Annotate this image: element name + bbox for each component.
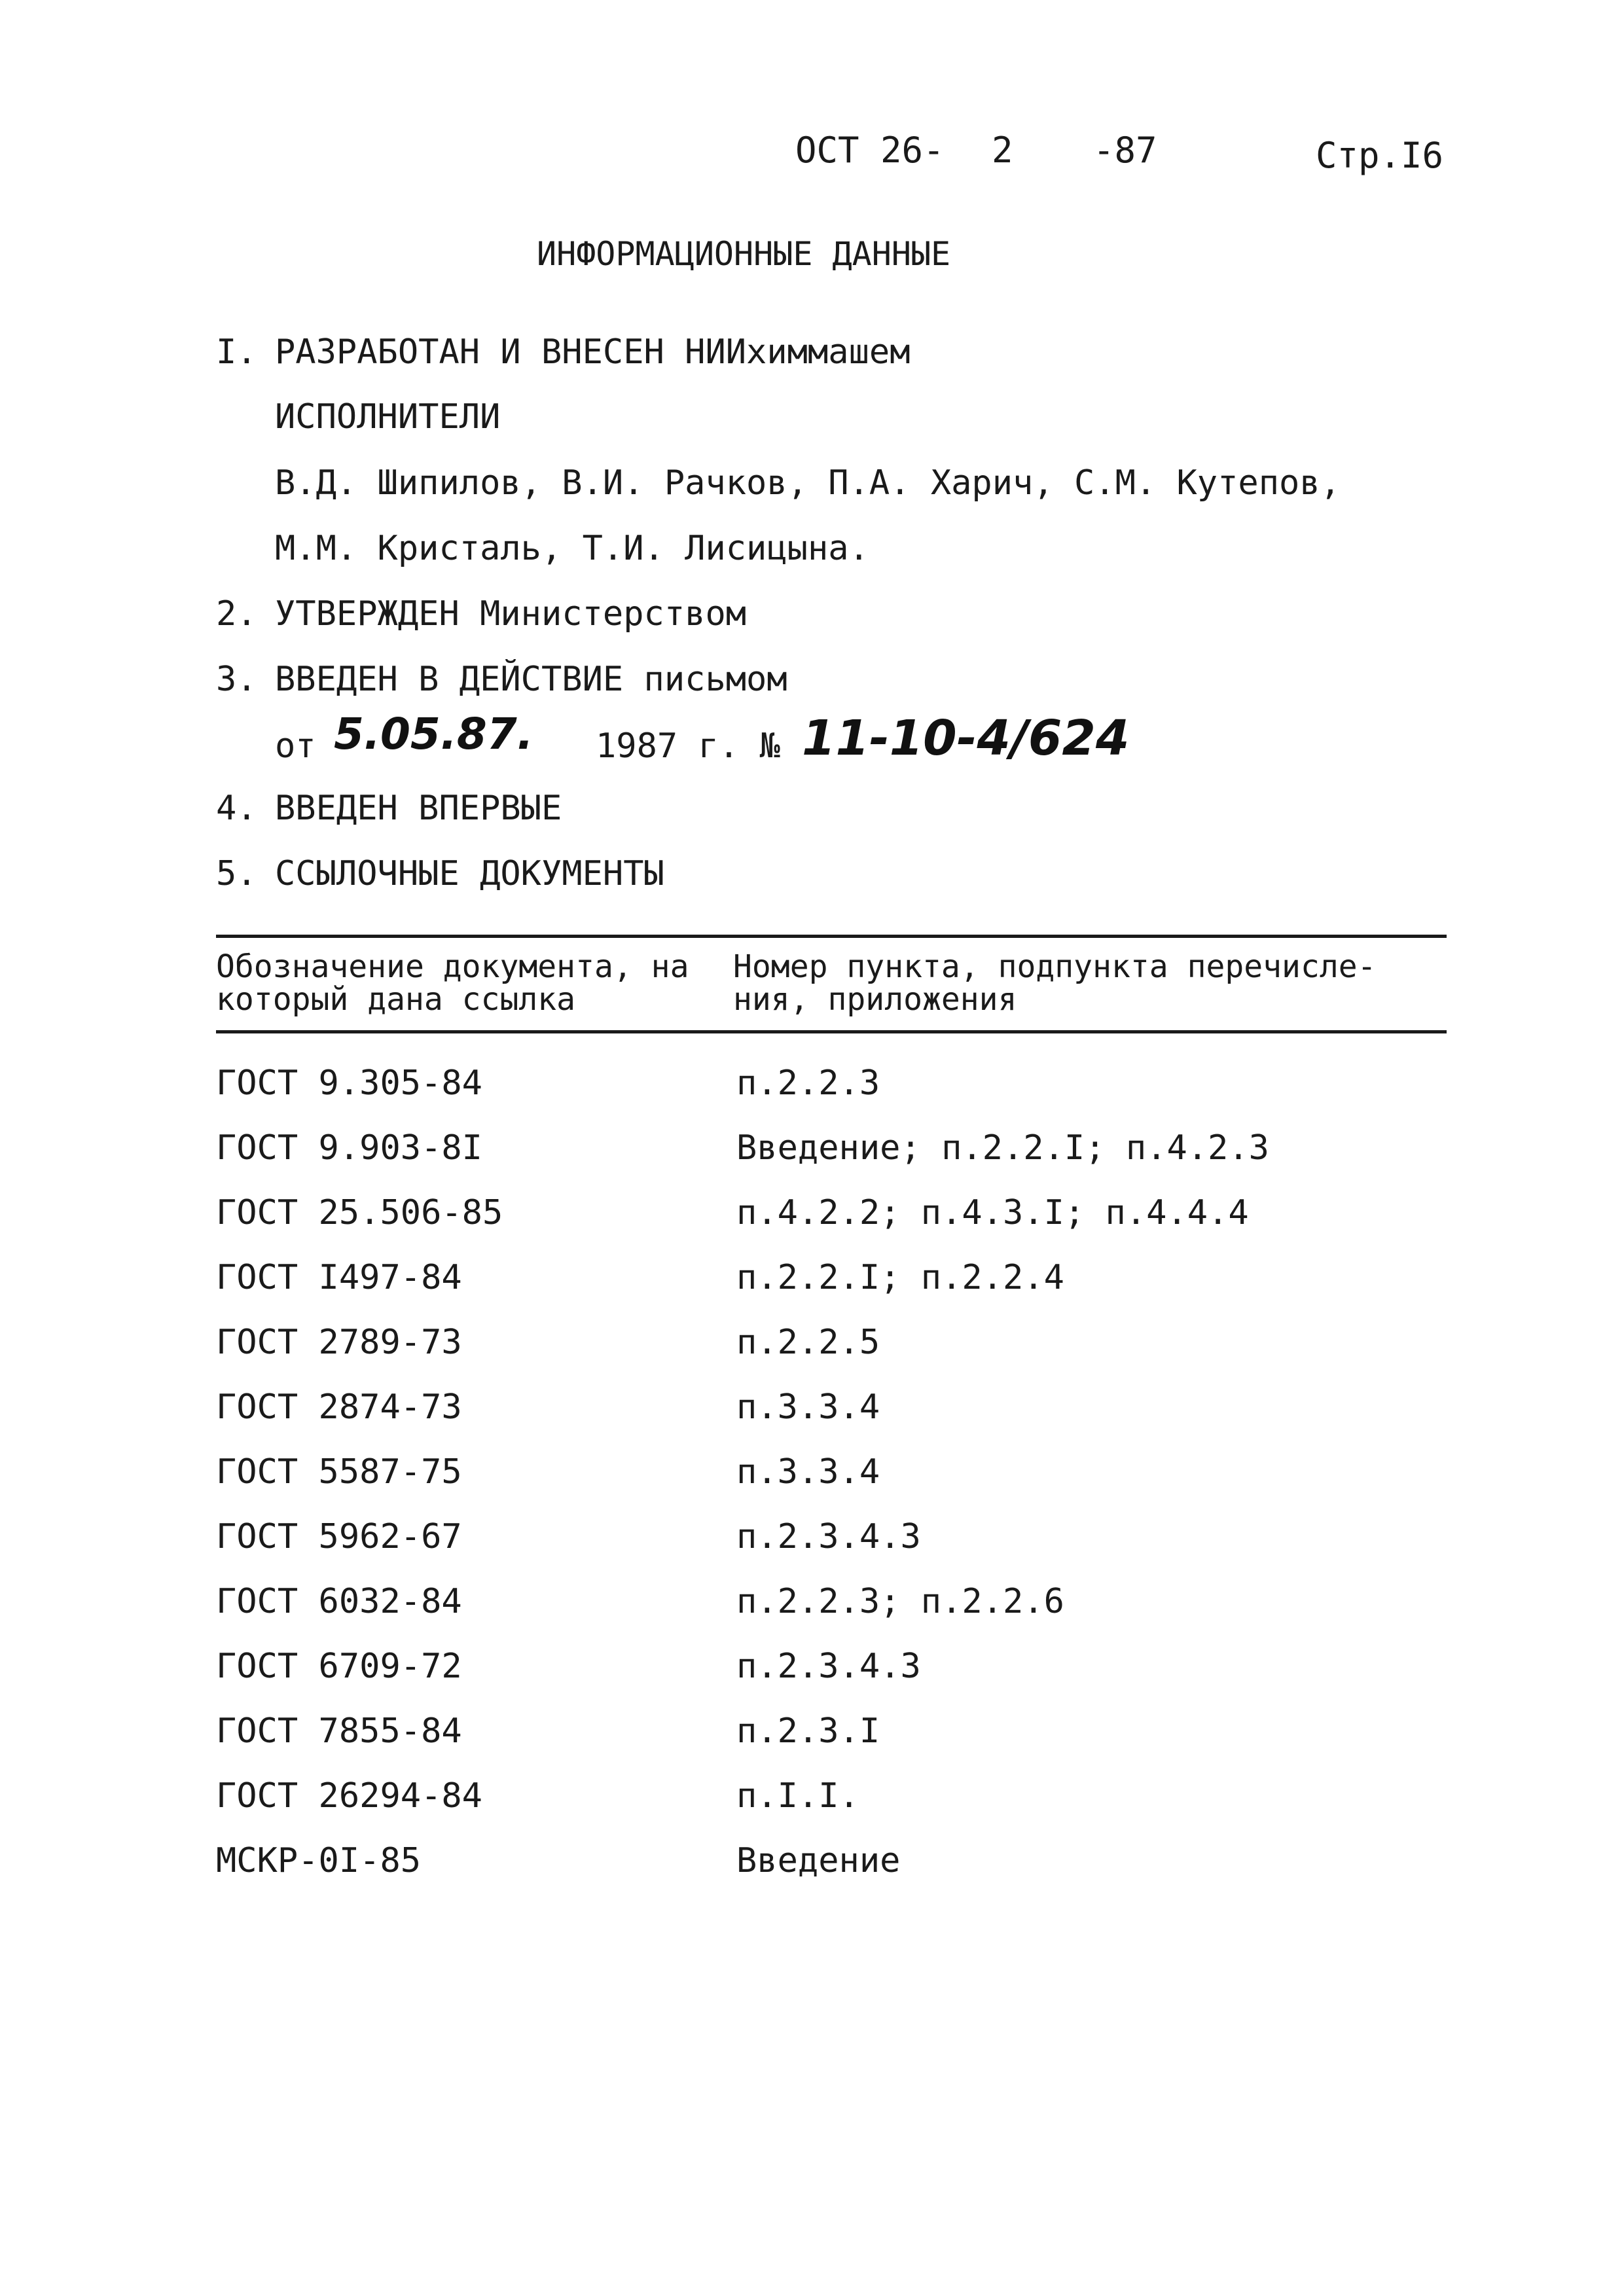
authors-line-2: М.М. Кристаль, Т.И. Лисицына. [275,529,869,568]
letter-number-handwritten: 11-10-4/624 [802,710,1130,766]
table-row [0,1841,1624,1906]
page-title: ИНФОРМАЦИОННЫЕ ДАННЫЕ [537,235,951,273]
clause-reference: Введение [736,1841,901,1880]
document-designation: ГОСТ 7855-84 [216,1712,462,1751]
clause-reference: Введение; п.2.2.I; п.4.2.3 [736,1128,1269,1168]
col2-header-line-2: ния, приложения [733,981,1017,1018]
table-row [0,1388,1624,1452]
clause-reference: п.2.3.4.3 [736,1517,921,1556]
col1-header-line-2: который дана ссылка [216,981,576,1018]
item-3-text: ВВЕДЕН В ДЕЙСТВИЕ письмом [275,660,787,699]
table-header-rule [216,1030,1447,1033]
table-row [0,1452,1624,1517]
table-row [0,1323,1624,1388]
page-number: Стр.I6 [1316,135,1444,176]
letter-year-text: 1987 г. № [596,726,780,766]
table-top-rule [216,935,1447,938]
item-2-text: УТВЕРЖДЕН Министерством [275,594,747,634]
clause-reference: п.I.I. [736,1776,859,1816]
item-1-number: I. [216,332,257,372]
document-designation: ГОСТ I497-84 [216,1258,462,1297]
document-designation: МСКР-0I-85 [216,1841,422,1880]
table-row [0,1582,1624,1647]
clause-reference: п.2.3.4.3 [736,1647,921,1686]
item-1-text: РАЗРАБОТАН И ВНЕСЕН НИИхиммашем [275,332,911,372]
standard-code: ОСТ 26- [795,130,945,171]
clause-reference: п.2.2.3 [736,1064,880,1103]
table-row [0,1776,1624,1841]
document-designation: ГОСТ 2874-73 [216,1388,462,1427]
item-3-number: 3. [216,660,257,699]
item-4-number: 4. [216,789,257,828]
table-row [0,1517,1624,1582]
clause-reference: п.2.2.I; п.2.2.4 [736,1258,1064,1297]
clause-reference: п.3.3.4 [736,1452,880,1492]
letter-from-label: от [275,726,316,766]
table-row [0,1128,1624,1193]
document-designation: ГОСТ 6709-72 [216,1647,462,1686]
clause-reference: п.3.3.4 [736,1388,880,1427]
document-designation: ГОСТ 5587-75 [216,1452,462,1492]
table-row [0,1647,1624,1712]
document-designation: ГОСТ 2789-73 [216,1323,462,1362]
item-4-text: ВВЕДЕН ВПЕРВЫЕ [275,789,562,828]
item-5-text: ССЫЛОЧНЫЕ ДОКУМЕНТЫ [275,854,664,893]
clause-reference: п.2.2.3; п.2.2.6 [736,1582,1064,1621]
table-row [0,1193,1624,1258]
standard-year: -87 [1093,130,1157,171]
item-2-number: 2. [216,594,257,634]
col1-header-line-1: Обозначение документа, на [216,948,689,985]
executors-label: ИСПОЛНИТЕЛИ [275,397,501,437]
document-designation: ГОСТ 5962-67 [216,1517,462,1556]
table-row [0,1712,1624,1776]
table-row [0,1258,1624,1323]
letter-date-handwritten: 5.05.87. [334,709,533,759]
clause-reference: п.2.2.5 [736,1323,880,1362]
document-designation: ГОСТ 26294-84 [216,1776,482,1816]
authors-line-1: В.Д. Шипилов, В.И. Рачков, П.А. Харич, С.М. Кутепов, [275,463,1341,503]
document-designation: ГОСТ 6032-84 [216,1582,462,1621]
clause-reference: п.2.3.I [736,1712,880,1751]
standard-number: 2 [992,130,1013,171]
document-designation: ГОСТ 9.305-84 [216,1064,482,1103]
document-designation: ГОСТ 25.506-85 [216,1193,503,1232]
clause-reference: п.4.2.2; п.4.3.I; п.4.4.4 [736,1193,1249,1232]
col2-header-line-1: Номер пункта, подпункта перечисле- [733,948,1377,985]
table-row [0,1064,1624,1128]
item-5-number: 5. [216,854,257,893]
document-designation: ГОСТ 9.903-8I [216,1128,482,1168]
